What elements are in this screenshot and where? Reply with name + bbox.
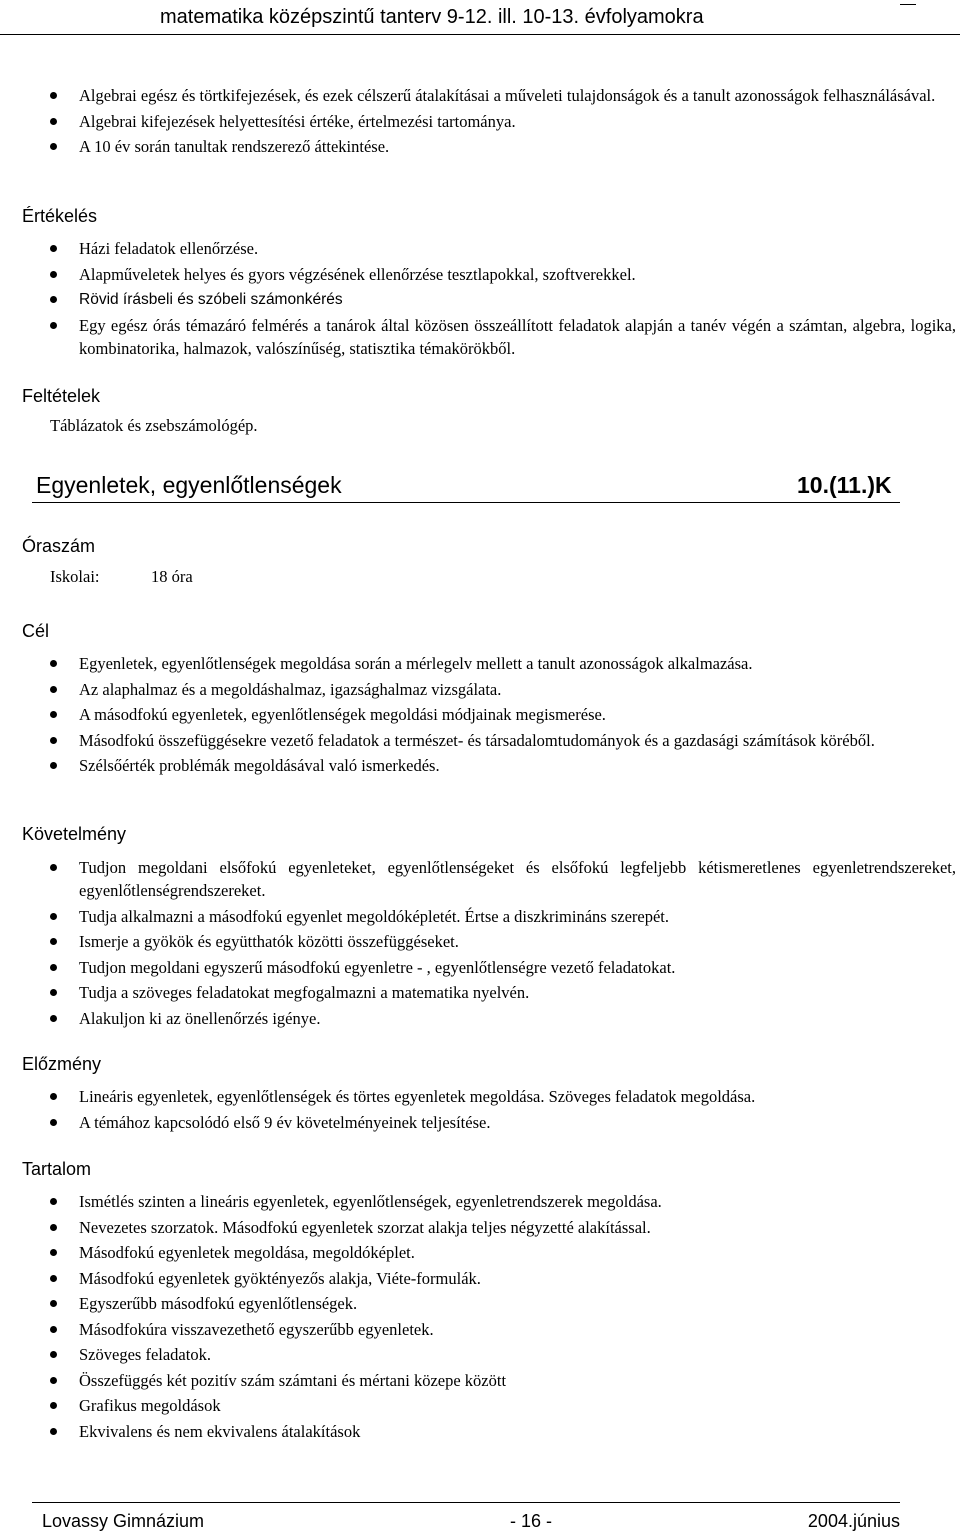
list-item: A 10 év során tanultak rendszerező áttekintése.: [0, 135, 960, 158]
tartalom-heading: Tartalom: [22, 1159, 92, 1179]
list-item: Másodfokúra visszavezethető egyszerűbb egyenletek.: [0, 1318, 960, 1341]
header-dash: [900, 4, 916, 5]
feltetelek-heading: Feltételek: [22, 386, 101, 406]
cel-heading: Cél: [22, 621, 50, 641]
cel-list: [0, 652, 960, 780]
feltetelek-text: Táblázatok és zsebszámológép.: [50, 416, 258, 435]
list-item: Lineáris egyenletek, egyenlőtlenségek és törtes egyenletek megoldása. Szöveges feladatok megoldása.: [0, 1085, 960, 1108]
ertekeles-list: [0, 237, 960, 362]
oraszam-label: Iskolai:: [50, 567, 100, 586]
page-header: [0, 0, 960, 35]
footer-school: Lovassy Gimnázium: [42, 1511, 205, 1531]
kovetelmeny-heading: Követelmény: [22, 824, 127, 844]
section-title: Egyenletek, egyenlőtlenségek: [36, 472, 342, 498]
ertekeles-heading: Értékelés: [22, 206, 98, 226]
oraszam-value: 18 óra: [151, 567, 193, 586]
list-item: Ekvivalens és nem ekvivalens átalakítások: [0, 1420, 960, 1443]
list-item: Másodfokú összefüggésekre vezető feladatok a természet- és társadalomtudományok és a gazdasági számítások köréből.: [0, 729, 960, 752]
list-item: A másodfokú egyenletek, egyenlőtlenségek megoldási módjainak megismerése.: [0, 703, 960, 726]
list-item: Tudja alkalmazni a másodfokú egyenlet megoldóképletét. Értse a diszkrimináns szerepét.: [0, 905, 960, 928]
list-item: Grafikus megoldások: [0, 1394, 960, 1417]
footer-page-number: - 16 -: [510, 1511, 553, 1531]
list-item: Egy egész órás témazáró felmérés a tanárok által közösen összeállított feladatok alapján a tanév végén a számtan, algebra, logika, kombinatorika, halmazok, valószínűség, statisztika témakörökből.: [0, 314, 960, 360]
tartalom-list: [0, 1190, 960, 1445]
list-item: Algebrai kifejezések helyettesítési értéke, értelmezési tartománya.: [0, 110, 960, 133]
list-item: Másodfokú egyenletek megoldása, megoldóképlet.: [0, 1241, 960, 1264]
list-item: Összefüggés két pozitív szám számtani és mértani közepe között: [0, 1369, 960, 1392]
list-item: Algebrai egész és törtkifejezések, és ezek célszerű átalakításai a műveleti tulajdonságok és a tanult azonosságok felhasználásával.: [0, 84, 960, 107]
list-item: Alapműveletek helyes és gyors végzésének ellenőrzése tesztlapokkal, szoftverekkel.: [0, 263, 960, 286]
page-footer: [32, 1502, 900, 1535]
list-item: Másodfokú egyenletek gyöktényezős alakja, Viéte-formulák.: [0, 1267, 960, 1290]
list-item: A témához kapcsolódó első 9 év követelményeinek teljesítése.: [0, 1111, 960, 1134]
list-item: Az alaphalmaz és a megoldáshalmaz, igazsághalmaz vizsgálata.: [0, 678, 960, 701]
list-item: Tudjon megoldani elsőfokú egyenleteket, egyenlőtlenségeket és elsőfokú legfeljebb kétismeretlenes egyenletrendszereket, egyenlőtlenségrendszereket.: [0, 856, 960, 902]
list-item: Szélsőérték problémák megoldásával való ismerkedés.: [0, 754, 960, 777]
list-item: Alakuljon ki az önellenőrzés igénye.: [0, 1007, 960, 1030]
list-item: Házi feladatok ellenőrzése.: [0, 237, 960, 260]
oraszam-heading: Óraszám: [22, 536, 96, 556]
list-item: Ismétlés szinten a lineáris egyenletek, egyenlőtlenségek, egyenletrendszerek megoldása.: [0, 1190, 960, 1213]
list-item: Ismerje a gyökök és együtthatók közötti összefüggéseket.: [0, 930, 960, 953]
section-code: 10.(11.)K: [797, 472, 892, 498]
list-item: Egyenletek, egyenlőtlenségek megoldása során a mérlegelv mellett a tanult azonosságok alkalmazása.: [0, 652, 960, 675]
elozmeny-heading: Előzmény: [22, 1054, 102, 1074]
footer-date: 2004.június: [807, 1511, 900, 1531]
elozmeny-list: [0, 1085, 960, 1136]
header-title: matematika középszintű tanterv 9-12. ill. 10-13. évfolyamokra: [160, 6, 704, 28]
list-item: Egyszerűbb másodfokú egyenlőtlenségek.: [0, 1292, 960, 1315]
section-rule: [32, 502, 900, 503]
top-list: [0, 84, 960, 161]
list-item: Rövid írásbeli és szóbeli számonkérés: [0, 288, 960, 311]
list-item: Szöveges feladatok.: [0, 1343, 960, 1366]
list-item: Tudja a szöveges feladatokat megfogalmazni a matematika nyelvén.: [0, 981, 960, 1004]
kovetelmeny-list: [0, 856, 960, 1032]
list-item: Nevezetes szorzatok. Másodfokú egyenletek szorzat alakja teljes négyzetté alakítással.: [0, 1216, 960, 1239]
list-item: Tudjon megoldani egyszerű másodfokú egyenletre - , egyenlőtlenségre vezető feladatokat.: [0, 956, 960, 979]
